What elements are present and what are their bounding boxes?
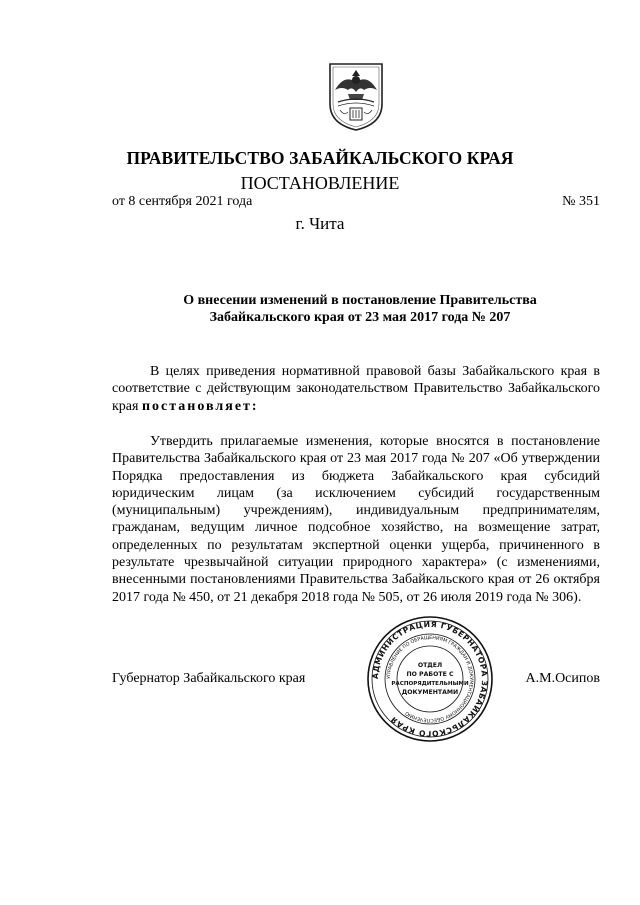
document-city: г. Чита	[295, 214, 345, 233]
paragraph-preamble	[112, 363, 600, 415]
signatory-title: Губернатор Забайкальского края	[112, 671, 306, 686]
document-subject	[80, 292, 640, 326]
government-name: ПРАВИТЕЛЬСТВО ЗАБАЙКАЛЬСКОГО КРАЯ	[126, 148, 514, 168]
paragraph-resolution: Утвердить прилагаемые изменения, которые вносятся в постановление Правительства Забайкальского края от 23 мая 2017 года № 207 «Об утверждении Порядка предоставления из бюджета Забайкальского края субсидий юридическим лицам (за исключением субсидий государственным (муниципальным) учреждениям), индивидуальным предпринимателям, гражданам, ведущим личное подсобное хозяйство, на возмещение затрат, определенных по результатам экспертной оценки ущерба, причиненного в результате чрезвычайной ситуации природного характера» (с изменениями, внесенными постановлениями Правительства Забайкальского края от 26 октября 2017 года № 450, от 21 декабря 2018 года № 505, от 26 июля 2019 года № 306).	[112, 434, 600, 605]
coat-of-arms-icon	[326, 60, 386, 132]
document-date: от 8 сентября 2021 года	[112, 194, 253, 209]
stamp-line-3: РАСПОРЯДИТЕЛЬНЫМИ	[391, 681, 469, 687]
stamp-inner-ring-text: УПРАВЛЕНИЕ ПО ОБРАЩЕНИЯМ ГРАЖДАН И ДОКУМЕНТАЦИОННОМУ ОБЕСПЕЧЕНИЮ	[386, 635, 474, 723]
stamp-line-1: ОТДЕЛ	[417, 662, 443, 669]
official-stamp	[365, 614, 495, 744]
stamp-line-2: ПО РАБОТЕ С	[406, 671, 454, 678]
subject-line-2: Забайкальского края от 23 мая 2017 года № 207	[209, 310, 511, 325]
stamp-line-4: ДОКУМЕНТАМИ	[401, 689, 459, 696]
resolves-keyword: постановляет:	[141, 398, 259, 414]
subject-line-1: О внесении изменений в постановление Правительства	[183, 293, 537, 308]
preamble-text: В целях приведения нормативной правовой базы Забайкальского края в соответствие с действующим законодательством Правительство Забайкальского края	[112, 364, 600, 414]
document-number: № 351	[562, 194, 600, 209]
stamp-ring-text: АДМИНИСТРАЦИЯ ГУБЕРНАТОРА ЗАБАЙКАЛЬСКОГО КРАЯ	[370, 619, 490, 739]
document-type: ПОСТАНОВЛЕНИЕ	[240, 173, 400, 193]
signatory-name: А.М.Осипов	[525, 671, 600, 686]
